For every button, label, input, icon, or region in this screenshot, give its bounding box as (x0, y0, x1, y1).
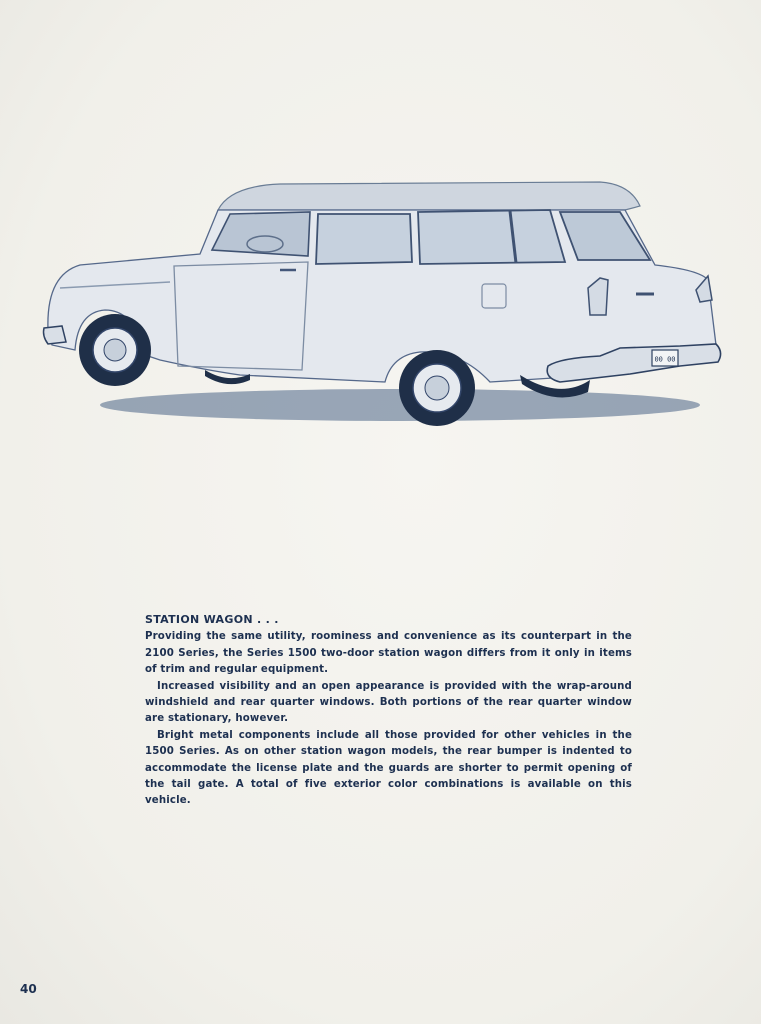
front-bumper (44, 326, 67, 344)
article (145, 612, 632, 810)
front-wheel (79, 314, 151, 386)
station-wagon-illustration (40, 170, 730, 445)
rear-wheel (399, 350, 475, 426)
article-heading: STATION WAGON . . . (145, 613, 279, 626)
front-door-window (316, 214, 412, 264)
article-paragraph-3: Bright metal components include all those provided for other vehicles in the 1500 Series. As on other station wagon models, the rear bumper is indented to accommodate the license plate and the guards are shorter to permit opening of the tail gate. A total of five exterior color combinations is available on this vehicle. (145, 729, 632, 807)
page-number: 40 (20, 982, 37, 996)
rear-side-window (418, 210, 565, 264)
car-roof (218, 182, 640, 210)
article-paragraph-1: Providing the same utility, roominess and convenience as its counterpart in the 2100 Series, the Series 1500 two-door station wagon differs from it only in items of trim and regular equipment. (145, 631, 632, 676)
article-paragraph-2: Increased visibility and an open appearance is provided with the wrap-around windshield and rear quarter windows. Both portions of the rear quarter window are stationary, however. (145, 680, 632, 725)
license-plate-text: 00 00 (654, 355, 676, 364)
